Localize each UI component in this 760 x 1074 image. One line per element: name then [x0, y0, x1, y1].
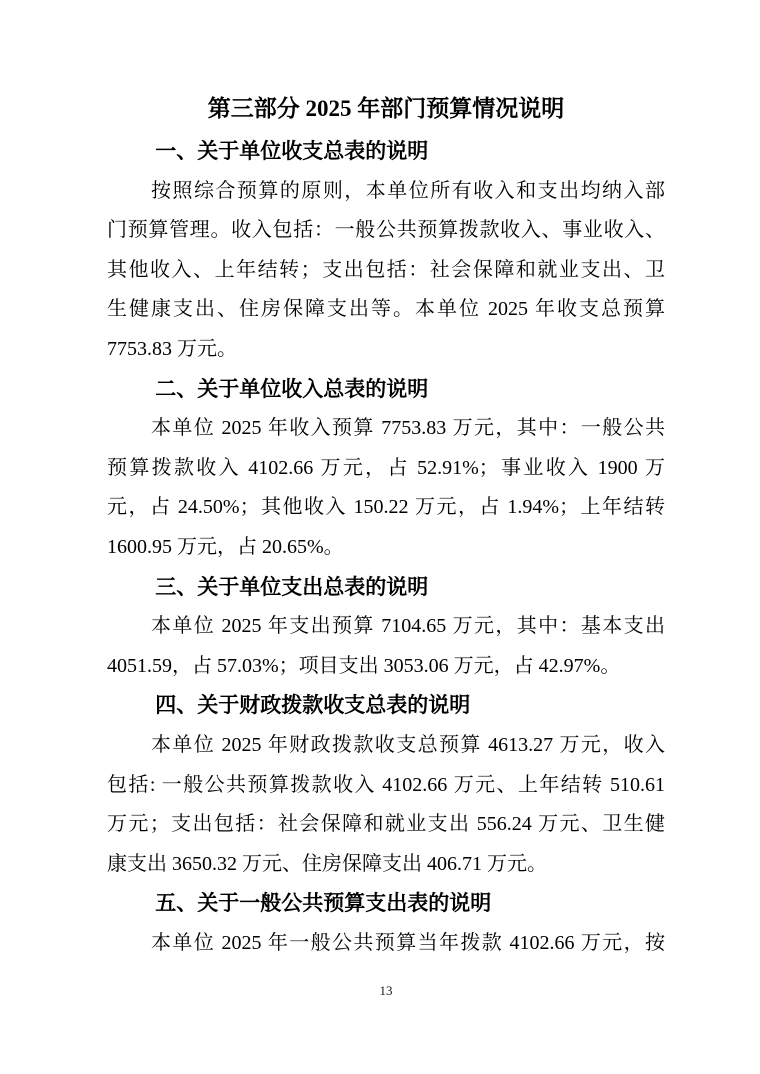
document-title: 第三部分 2025 年部门预算情况说明 — [207, 96, 565, 121]
text-line: 本单位 2025 年收入预算 7753.83 万元，其中：一般公共 — [151, 417, 665, 440]
document-content — [107, 86, 665, 963]
paragraph — [107, 924, 665, 964]
section-heading: 五、关于一般公共预算支出表的说明 — [155, 892, 492, 916]
text-line: 康支出 3650.32 万元、住房保障支出 406.71 万元。 — [107, 852, 547, 875]
text-line: 本单位 2025 年财政拨款收支总预算 4613.27 万元，收入 — [151, 733, 665, 756]
text-line: 7753.83 万元。 — [107, 337, 237, 360]
text-line: 万元；支出包括：社会保障和就业支出 556.24 万元、卫生健 — [107, 813, 665, 836]
paragraph — [107, 409, 665, 567]
paragraph — [107, 726, 665, 884]
text-line: 按照综合预算的原则，本单位所有收入和支出均纳入部 — [151, 179, 665, 202]
page-number: 13 — [379, 983, 393, 998]
paragraph — [107, 172, 665, 370]
section-heading: 一、关于单位收支总表的说明 — [155, 140, 429, 163]
section-heading: 三、关于单位支出总表的说明 — [155, 575, 429, 599]
section-heading: 二、关于单位收入总表的说明 — [155, 377, 429, 401]
text-line: 生健康支出、住房保障支出等。本单位 2025 年收支总预算 — [107, 298, 665, 321]
page-footer — [107, 981, 665, 1001]
text-line: 1600.95 万元，占 20.65%。 — [107, 535, 344, 558]
paragraph — [107, 607, 665, 686]
section-heading: 四、关于财政拨款收支总表的说明 — [155, 694, 471, 718]
text-line: 包括: 一般公共预算拨款收入 4102.66 万元、上年结转 510.61 — [107, 773, 665, 796]
text-line: 预算拨款收入 4102.66 万元，占 52.91%；事业收入 1900 万 — [107, 456, 665, 479]
text-line: 元，占 24.50%；其他收入 150.22 万元，占 1.94%；上年结转 — [107, 496, 665, 519]
text-line: 其他收入、上年结转；支出包括：社会保障和就业支出、卫 — [107, 258, 665, 281]
text-line: 本单位 2025 年支出预算 7104.65 万元，其中：基本支出 — [151, 615, 665, 638]
text-line: 门预算管理。收入包括：一般公共预算拨款收入、事业收入、 — [107, 219, 665, 242]
document-body — [107, 132, 665, 963]
text-line: 4051.59，占 57.03%；项目支出 3053.06 万元，占 42.97%。 — [107, 654, 621, 677]
text-line: 本单位 2025 年一般公共预算当年拨款 4102.66 万元，按 — [151, 931, 665, 954]
